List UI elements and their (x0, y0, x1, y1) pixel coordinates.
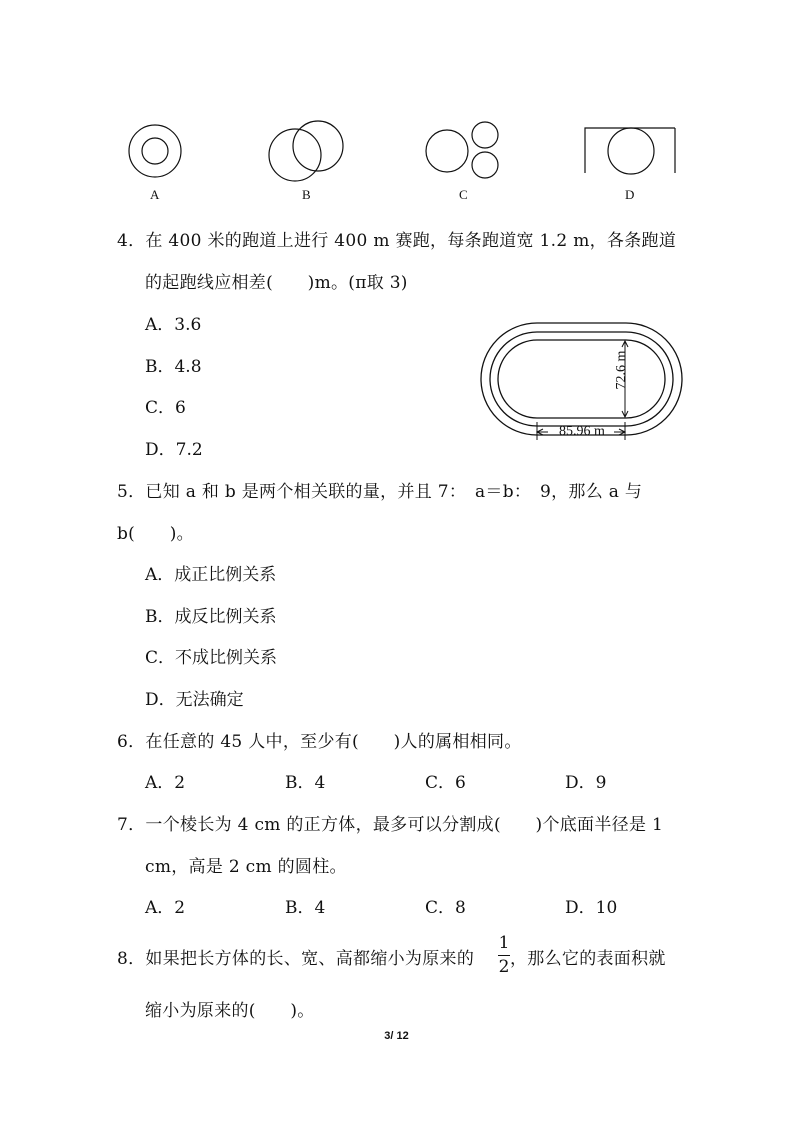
figure-label-c: C (459, 187, 468, 202)
question-7-option-d: D．10 (565, 898, 618, 918)
question-4-option-b: B．4.8 (145, 357, 202, 377)
question-4-option-c: C．6 (145, 398, 186, 418)
question-4-option-d: D．7.2 (145, 440, 203, 460)
figure-label-b: B (302, 187, 311, 202)
fraction-denominator: 2 (498, 957, 510, 977)
figure-b (269, 121, 343, 181)
track-height-label: 72.6 m (614, 350, 629, 390)
figure-c (426, 122, 498, 178)
question-8-line-1a: 8．如果把长方体的长、宽、高都缩小为原来的 (117, 949, 475, 969)
question-5-line-1: 5．已知 a 和 b 是两个相关联的量，并且 7： a＝b： 9，那么 a 与 (117, 482, 643, 502)
figure-a (129, 125, 181, 177)
fraction-bar (498, 955, 510, 956)
question-6-line-1: 6．在任意的 45 人中，至少有( )人的属相相同。 (117, 732, 522, 752)
question-7-line-2: cm，高是 2 cm 的圆柱。 (145, 857, 347, 877)
question-7-option-b: B．4 (285, 898, 326, 918)
question-7-option-c: C．8 (425, 898, 466, 918)
question-4-line-2: 的起跑线应相差( )m。(π取 3) (145, 273, 408, 293)
question-4-line-1: 4．在 400 米的跑道上进行 400 m 赛跑，每条跑道宽 1.2 m，各条跑道 (117, 231, 677, 251)
figure-d (585, 128, 675, 174)
figure-label-d: D (625, 187, 635, 202)
question-5-line-2: b( )。 (117, 524, 194, 544)
question-6-option-a: A．2 (145, 773, 186, 793)
question-4-option-a: A．3.6 (145, 315, 202, 335)
question-6-option-d: D．9 (565, 773, 607, 793)
figure-circles (0, 115, 793, 205)
question-6-option-c: C．6 (425, 773, 466, 793)
question-7-option-a: A．2 (145, 898, 186, 918)
question-5-option-b: B．成反比例关系 (145, 607, 277, 627)
page-number: 3/ 12 (384, 1030, 409, 1042)
question-5-option-c: C．不成比例关系 (145, 648, 278, 668)
track-width-label: 85.96 m (559, 424, 605, 439)
question-6-option-b: B．4 (285, 773, 326, 793)
question-8-line-2: 缩小为原来的( )。 (145, 1001, 315, 1021)
question-7-line-1: 7．一个棱长为 4 cm 的正方体，最多可以分割成( )个底面半径是 1 (117, 815, 664, 835)
question-5-option-d: D．无法确定 (145, 690, 244, 710)
question-5-option-a: A．成正比例关系 (145, 565, 277, 585)
figure-label-a: A (150, 187, 160, 202)
question-8-line-1b: ，那么它的表面积就 (510, 949, 666, 969)
fraction-numerator: 1 (498, 933, 510, 953)
